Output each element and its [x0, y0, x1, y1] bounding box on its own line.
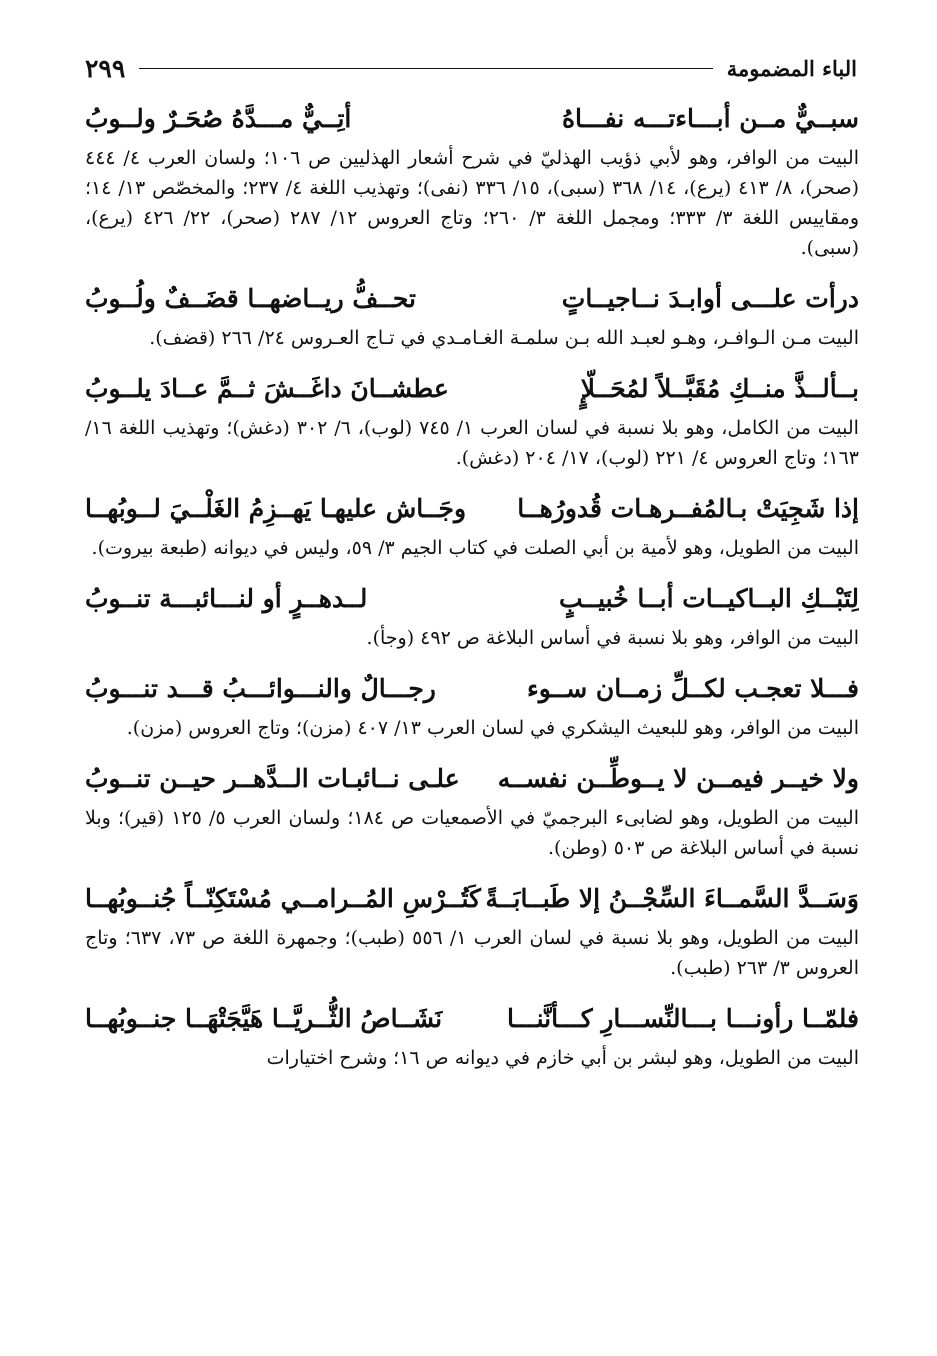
verse-entry [85, 95, 859, 263]
first-hemistich: ولا خيــر فيمــن لا يــوطِّــن نفســه [497, 764, 859, 793]
verse-note: البيت مـن الـوافـر، وهـو لعبـد الله بـن سلمـة الغـامـدي في تـاج العـروس ٢٤/ ٢٦٦ (قضف). [149, 327, 859, 349]
first-hemistich: لِتَبْــكِ البــاكيــات أبــا خُبيــبٍ [558, 584, 859, 613]
verse-entry [85, 365, 859, 473]
verse-line [85, 575, 859, 623]
second-hemistich: علـى نــائبـات الــدَّهــر حيــن تنــوبُ [85, 764, 460, 793]
verse-note: البيت من الكامل، وهو بلا نسبة في لسان العرب ١/ ٧٤٥ (لوب)، ٦/ ٣٠٢ (دغش)؛ وتهذيب اللغة ١٦/ ١٦٣؛ وتاج العروس ٤/ ٢٢١ (لوب)، ١٧/ ٢٠٤ (دغش). [85, 417, 859, 469]
verse-line [85, 755, 859, 803]
first-hemistich: وَسَــدَّ السَّمــاءَ السِّجْــنُ إلا طَبــابَــةً [485, 884, 859, 913]
verse-line [85, 365, 859, 413]
verse-note: البيت من الوافر، وهو للبعيث اليشكري في لسان العرب ١٣/ ٤٠٧ (مزن)؛ وتاج العروس (مزن). [126, 717, 859, 739]
verse-entry [85, 875, 859, 983]
verse-note: البيت من الطويل، وهو بلا نسبة في لسان العرب ١/ ٥٥٦ (طبب)؛ وجمهرة اللغة ص ٧٣، ٦٣٧؛ وتاج العروس ٣/ ٢٦٣ (طبب). [85, 927, 860, 979]
first-hemistich: إذا شَجِيَتْ بـالمُفــرهـات قُدورُهــا [517, 494, 859, 523]
verse-note: البيت من الطويل، وهو لضابىء البرجميّ في الأصمعيات ص ١٨٤؛ ولسان العرب ٥/ ١٢٥ (قير)؛ وبلا نسبة في أساس البلاغة ص ٥٠٣ (وطن). [85, 807, 860, 859]
verse-line [85, 275, 859, 323]
second-hemistich: نَشَــاصُ الثُّــريَّــا هَيَّجَتْهَــا جنــوبُهــا [85, 1004, 443, 1033]
verse-line [85, 95, 859, 143]
verse-note: البيت من الطويل، وهو لبشر بن أبي خازم في ديوانه ص ١٦؛ وشرح اختيارات [266, 1047, 859, 1069]
verse-entries [85, 95, 859, 1085]
verse-note: البيت من الطويل، وهو لأمية بن أبي الصلت في كتاب الجيم ٣/ ٥٩، وليس في ديوانه (طبعة بيروت). [91, 537, 859, 559]
verse-entry [85, 575, 859, 653]
second-hemistich: وجَــاش عليهـا يَهــزِمُ الغَلْــيَ لــوبُهــا [85, 494, 467, 523]
verse-note: البيت من الوافر، وهو بلا نسبة في أساس البلاغة ص ٤٩٢ (وجأ). [366, 627, 859, 649]
verse-line [85, 875, 859, 923]
second-hemistich: كَتُــرْسِ المُــرامــي مُسْتَكِنّــاً جُنــوبُهــا [85, 884, 481, 913]
verse-entry [85, 755, 859, 863]
page-number: ٢٩٩ [85, 53, 126, 83]
verse-entry [85, 995, 859, 1073]
second-hemistich: تحــفُّ ريــاضهــا قضَــفٌ ولُــوبُ [85, 284, 416, 313]
verse-line [85, 665, 859, 713]
second-hemistich: عطشــانَ داغَــشَ ثــمَّ عــادَ يلــوبُ [85, 374, 449, 403]
first-hemistich: فـــلا تعجـب لكــلِّ زمــان ســوء [526, 674, 859, 703]
verse-entry [85, 485, 859, 563]
first-hemistich: درأت علـــى أوابـدَ نــاجيــاتٍ [561, 284, 859, 313]
verse-entry [85, 665, 859, 743]
verse-line [85, 485, 859, 533]
page-header [85, 48, 857, 88]
second-hemistich: لــدهــرٍ أو لنـــائبـــة تنــوبُ [85, 584, 368, 613]
first-hemistich: بــألــذَّ منــكِ مُقَبَّــلاً لمُحَــلّإٍ [580, 374, 859, 403]
verse-entry [85, 275, 859, 353]
running-title: الباء المضمومة [726, 55, 857, 81]
first-hemistich: فلمّــا رأونـــا بـــالنِّســـارِ كـــأنَّنـــا [507, 1004, 859, 1033]
header-rule [139, 68, 712, 69]
verse-note: البيت من الوافر، وهو لأبي ذؤيب الهذليّ في شرح أشعار الهذليين ص ١٠٦؛ ولسان العرب ٤/ ٤٤٤ (صحر)، ٨/ ٤١٣ (يرع)، ١٤/ ٣٦٨ (سبى)، ١٥/ ٣٣٦ (نفى)؛ وتهذيب اللغة ٤/ ٢٣٧؛ والمخصّص ١٣/ ١٤؛ ومقاييس اللغة ٣/ ٣٣٣؛ ومجمل اللغة ٣/ ٢٦٠؛ وتاج العروس ١٢/ ٢٨٧ (صحر)، ٢٢/ ٤٢٦ (يرع)، (سبى). [85, 147, 859, 259]
first-hemistich: سبــيٌّ مــن أبـــاءتـــه نفـــاهُ [561, 104, 859, 133]
verse-line [85, 995, 859, 1043]
second-hemistich: أتِــيٌّ مـــدَّهُ صُحَـرٌ ولــوبُ [85, 104, 352, 133]
second-hemistich: رجـــالٌ والنـــوائـــبُ قـــد تنـــوبُ [85, 674, 436, 703]
